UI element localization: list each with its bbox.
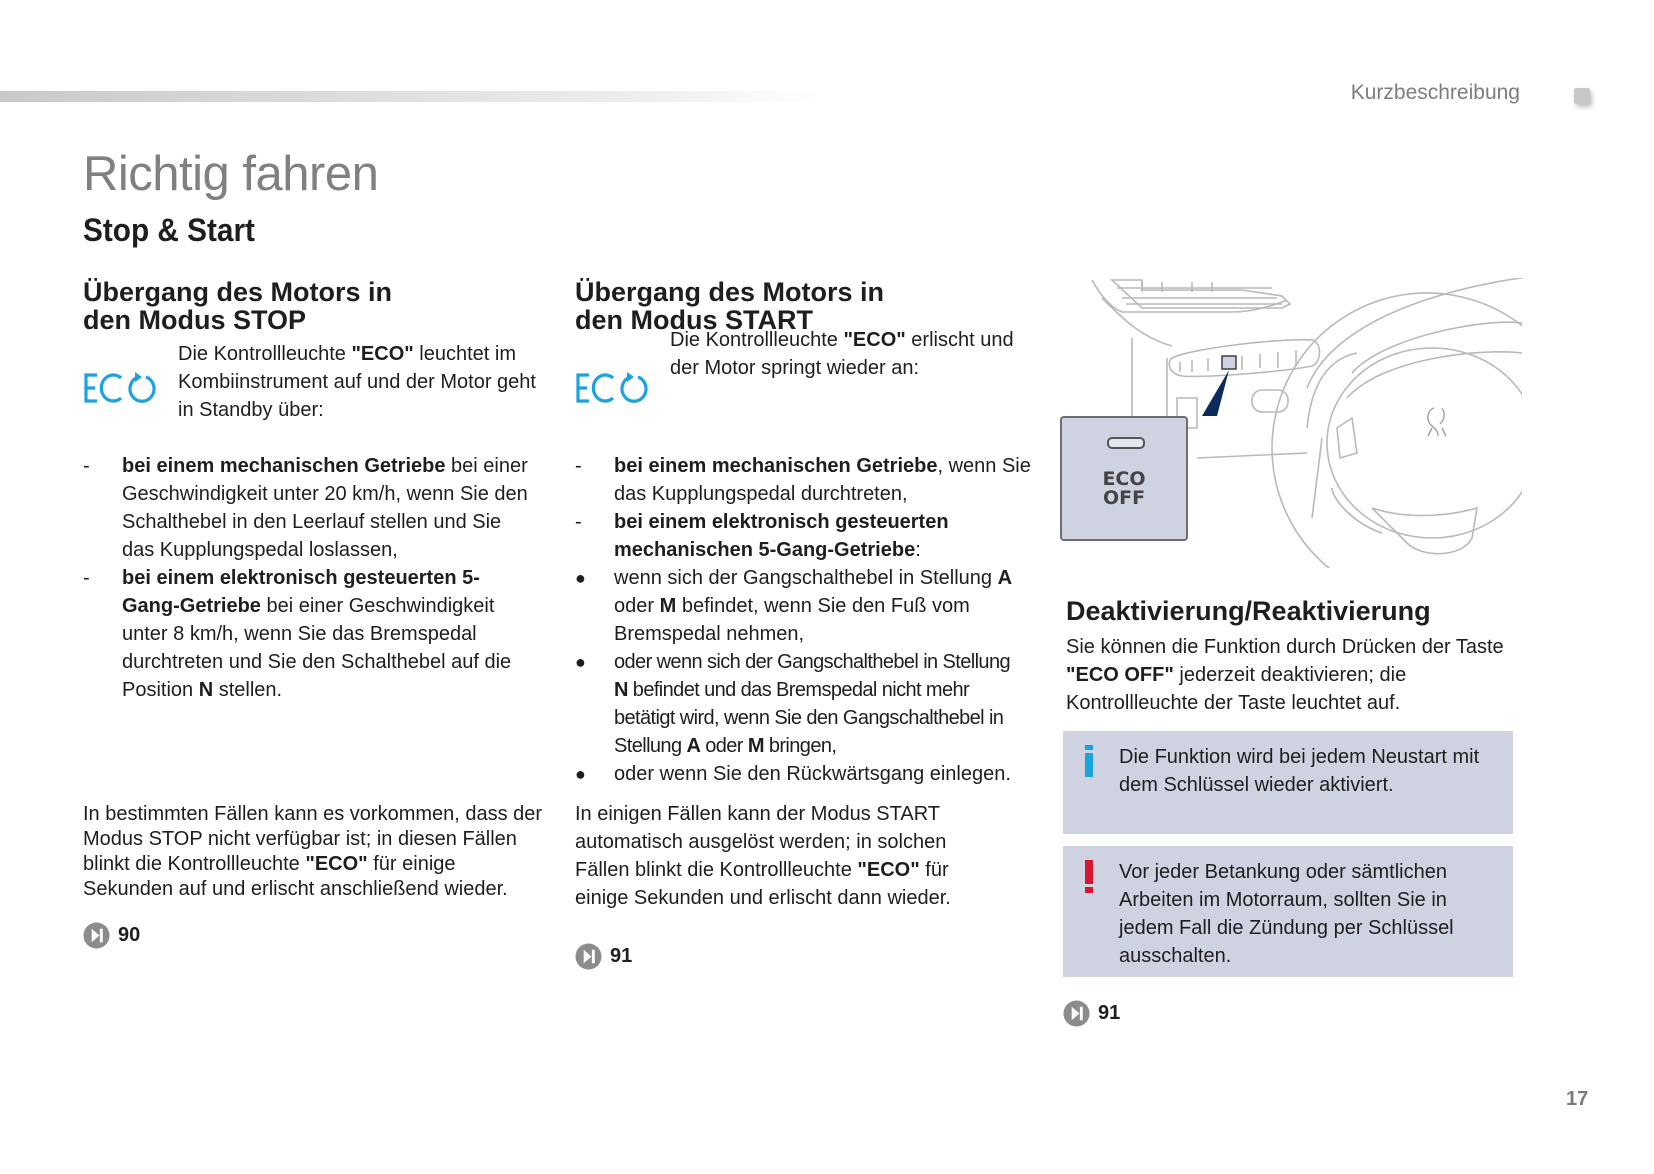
dash-bullet: - [83,455,90,477]
exclamation-icon [1084,860,1094,894]
eco-indicator-icon [575,340,670,436]
indicator-light-icon [1107,437,1145,449]
page-reference-icon [575,943,602,970]
info-callout-text: Die Funktion wird bei jedem Neustart mit dem Schlüssel wieder aktiviert. [1119,746,1480,796]
info-icon [1084,745,1094,777]
heading-line: den Modus STOP [83,305,307,335]
list-item: - bei einem elektronisch gesteuerten 5-Gang-Getriebe bei einer Geschwindigkeit unter 8 km/h, wenn Sie das Bremspedal durchtreten und Sie den Schalthebel auf die Position N stellen. [83,564,533,704]
eco-intro [83,340,548,436]
list-sub-item: ● oder wenn sich der Gangschalthebel in Stellung N befindet und das Bremspedal nicht mehr betätigt wird, wenn Sie den Gangschalthebel in Stellung A oder M bringen, [575,648,1035,760]
stop-mode-heading [83,278,548,334]
page-reference-number: 91 [1098,1002,1121,1024]
eco-off-button-label: ECO OFF [1102,468,1146,509]
eco-indicator-icon [83,340,178,436]
section-label: Kurzbeschreibung [1350,81,1520,104]
dot-bullet: ● [575,568,586,588]
page-reference-number: 91 [610,945,633,967]
warning-callout [1063,846,1513,977]
eco-intro [575,329,1040,436]
start-mode-column [575,278,1040,788]
eco-intro-text: Die Kontrollleuchte "ECO" leuchtet im Kombiinstrument auf und der Motor geht in Standby über: [178,343,536,421]
warning-callout-text: Vor jeder Betankung oder sämtlichen Arbeiten im Motorraum, sollten Sie in jedem Fall die Zündung per Schlüssel ausschalten. [1119,861,1454,967]
start-mode-note: In einigen Fällen kann der Modus START automatisch ausgelöst werden; in solchen Fällen blinkt die Kontrollleuchte "ECO" für einige Sekunden und erlischt dann wieder. [575,803,951,909]
list-sub-item: ● wenn sich der Gangschalthebel in Stellung A oder M befindet, wenn Sie den Fuß vom Bremspedal nehmen, [575,564,1035,648]
stop-conditions-list [83,452,533,704]
list-item: - bei einem mechanischen Getriebe bei einer Geschwindigkeit unter 20 km/h, wenn Sie den Schalthebel in den Leerlauf stellen und Sie das Kupplungspedal loslassen, [83,452,533,564]
list-item: - bei einem elektronisch gesteuerten mechanischen 5-Gang-Getriebe: [575,508,1035,564]
page-reference-icon [1063,1000,1090,1027]
eco-intro-text: Die Kontrollleuchte "ECO" erlischt und der Motor springt wieder an: [670,329,1014,379]
brand-logo-icon [1428,408,1446,436]
page-number: 17 [1566,1088,1589,1110]
heading-line: den Modus START [575,305,813,335]
deactivation-description: Sie können die Funktion durch Drücken der Taste "ECO OFF" jederzeit deaktivieren; die Kontrollleuchte der Taste leuchtet auf. [1066,636,1504,714]
section-marker-icon [1574,88,1590,104]
page-reference-link[interactable] [575,943,632,970]
heading-line: Übergang des Motors in [83,277,393,307]
deactivation-heading: Deaktivierung/Reaktivierung [1066,596,1431,626]
dash-bullet: - [83,567,90,589]
start-conditions-list [575,452,1035,788]
page-subtitle: Stop & Start [83,212,255,248]
stop-mode-column [83,278,548,704]
list-sub-item: ● oder wenn Sie den Rückwärtsgang einlegen. [575,760,1035,788]
info-callout [1063,731,1513,834]
page-reference-link[interactable] [1063,1000,1120,1027]
stop-mode-note: In bestimmten Fällen kann es vorkommen, dass der Modus STOP nicht verfügbar ist; in diesen Fällen blinkt die Kontrollleuchte "ECO" für einige Sekunden auf und erlischt anschließend wieder. [83,803,543,900]
dashboard-illustration [1082,278,1522,568]
dot-bullet: ● [575,764,586,784]
page-reference-link[interactable] [83,922,140,949]
heading-line: Übergang des Motors in [575,277,885,307]
dash-bullet: - [575,455,582,477]
page-reference-icon [83,922,110,949]
dot-bullet: ● [575,652,586,672]
dash-bullet: - [575,511,582,533]
header-gradient-bar [0,91,820,102]
eco-off-button-illustration [1060,416,1188,541]
page-reference-number: 90 [118,924,141,946]
page-title: Richtig fahren [83,147,379,201]
list-item: - bei einem mechanischen Getriebe, wenn Sie das Kupplungspedal durchtreten, [575,452,1035,508]
